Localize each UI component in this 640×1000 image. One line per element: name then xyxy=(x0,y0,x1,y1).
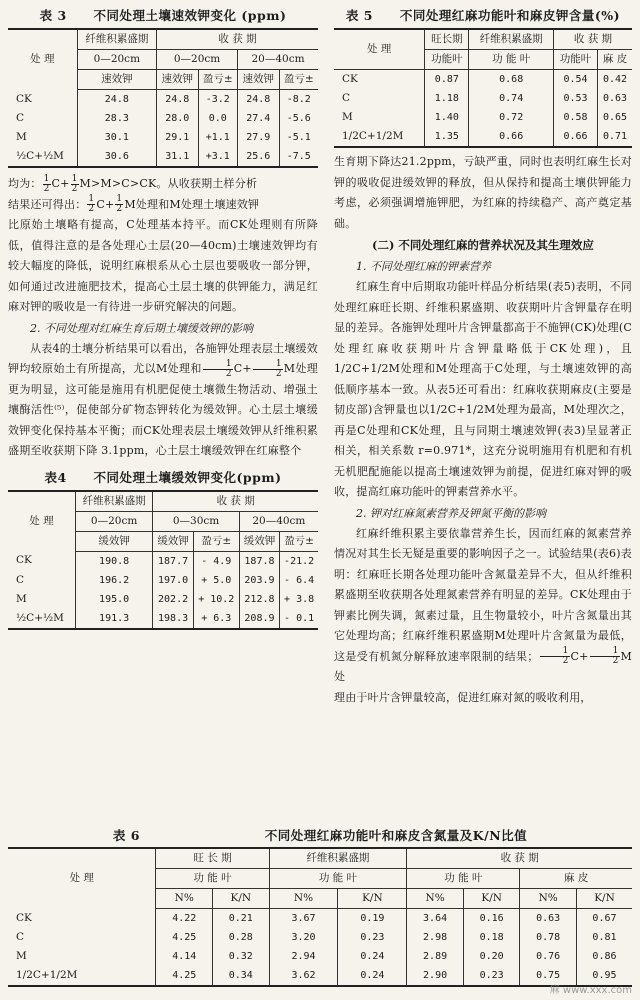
table6-h-col: N% xyxy=(269,889,338,909)
table-row xyxy=(8,928,632,947)
table-cell: 4.14 xyxy=(156,947,213,966)
table-cell: 202.2 xyxy=(153,590,193,609)
table-cell: 0.24 xyxy=(338,966,407,986)
table5-number: 表 5 xyxy=(345,8,373,23)
table-cell: 0.21 xyxy=(213,909,270,929)
table3-h-col: 盈亏± xyxy=(198,70,237,90)
table-row xyxy=(8,551,318,571)
table6-h-treat: 处 理 xyxy=(8,848,156,909)
table-cell: 196.2 xyxy=(75,571,152,590)
table-cell: +1.1 xyxy=(198,128,237,147)
table-cell: 24.8 xyxy=(238,90,280,110)
table-cell: -5.6 xyxy=(279,109,318,128)
table-cell: 203.9 xyxy=(239,571,279,590)
table-cell: 0.63 xyxy=(520,909,577,929)
table-cell: 0.53 xyxy=(553,89,597,108)
table-cell: 0.63 xyxy=(598,89,632,108)
table4-number: 表4 xyxy=(44,469,67,485)
table3-h-col: 速效钾 xyxy=(77,70,156,90)
row-treatment: C xyxy=(16,931,25,943)
left-column xyxy=(8,0,318,630)
row-treatment: ½C+½M xyxy=(8,609,75,629)
table-row xyxy=(8,590,318,609)
table-cell: 25.6 xyxy=(238,147,280,167)
table6-h-leaf3: 功 能 叶 xyxy=(407,869,520,889)
table6-block xyxy=(8,824,632,987)
table5-caption xyxy=(334,0,632,28)
row-treatment: M xyxy=(16,950,27,962)
table-cell: 0.65 xyxy=(598,108,632,127)
table-cell: -7.5 xyxy=(279,147,318,167)
table-cell: 0.23 xyxy=(338,928,407,947)
table-row xyxy=(8,947,632,966)
table-cell: 28.0 xyxy=(157,109,199,128)
table-cell: 3.20 xyxy=(269,928,338,947)
table6-h-leaf2: 功 能 叶 xyxy=(269,869,407,889)
table-row xyxy=(8,966,632,986)
table4-caption xyxy=(8,462,318,490)
table5-h-g1: 旺长期 xyxy=(425,29,469,50)
para-right-3: 红麻纤维积累主要依靠营养生长，因而红麻的氮素营养情况对其生长无疑是重要的影响因子之一。试验结果(表6)表明：红麻旺长期各处理功能叶含氮量差异不大，但从纤维积累盛期至收获期各处理氮素营养有明显的差异。CK处理由于钾素比例失调，氮素过量，且生物量较小，叶片含氮量出其它处理均高；红麻纤维积累盛期M处理叶片含氮量为最低，这是受有机氮分解释放速率限制的结果； $\frac{1}{2}$ C+ $\frac{1}{2}$ M处 xyxy=(334,526,632,683)
table4-h-treat: 处 理 xyxy=(8,491,75,552)
table6-number: 表 6 xyxy=(112,828,140,843)
row-treatment: CK xyxy=(16,92,32,105)
table-row xyxy=(334,127,632,147)
table-cell: +3.1 xyxy=(198,147,237,167)
table-cell: 0.16 xyxy=(463,909,520,929)
table6-h-g3: 收 获 期 xyxy=(407,848,632,869)
table-cell: 30.1 xyxy=(77,128,156,147)
table-cell: 0.32 xyxy=(213,947,270,966)
table-row xyxy=(334,108,632,127)
table-cell: 190.8 xyxy=(75,551,152,571)
table4-h-harvest: 收 获 期 xyxy=(153,491,318,512)
table-cell: 28.3 xyxy=(77,109,156,128)
table-cell: + 6.3 xyxy=(193,609,239,629)
table5-h-col: 功能叶 xyxy=(553,50,597,70)
row-treatment: C xyxy=(16,112,25,124)
table6-h-g2: 纤维积累盛期 xyxy=(269,848,407,869)
table5-title: 不同处理红麻功能叶和麻皮钾含量(%) xyxy=(399,8,621,23)
table-cell: 30.6 xyxy=(77,147,156,167)
table-cell: 187.8 xyxy=(239,551,279,571)
table4-title: 不同处理土壤缓效钾变化(ppm) xyxy=(93,469,282,485)
table6-h-col: K/N xyxy=(576,889,632,909)
table-cell: 0.24 xyxy=(338,947,407,966)
table-cell: 0.66 xyxy=(553,127,597,147)
table3-title: 不同处理土壤速效钾变化 (ppm) xyxy=(93,8,287,23)
table-row xyxy=(8,90,318,110)
table-cell: 3.64 xyxy=(407,909,464,929)
subheading-r1: 1. 不同处理红麻的钾素营养 xyxy=(356,260,491,273)
table-cell: + 10.2 xyxy=(193,590,239,609)
table6-h-col: K/N xyxy=(213,889,270,909)
table-cell: 31.1 xyxy=(157,147,199,167)
table-cell: 0.86 xyxy=(576,947,632,966)
table3-h-fiber: 纤维积累盛期 xyxy=(77,29,156,50)
table4-h-col: 缓效钾 xyxy=(153,531,193,551)
row-treatment: CK xyxy=(342,73,358,85)
row-treatment: 1/2C+1/2M xyxy=(334,127,425,147)
table-cell: 27.4 xyxy=(238,109,280,128)
table4-h-col: 盈亏± xyxy=(280,531,318,551)
table-cell: 2.90 xyxy=(407,966,464,986)
table4-h-fiber: 纤维积累盛期 xyxy=(75,491,152,512)
row-treatment: C xyxy=(342,92,351,104)
para-right-1: 生育期下降达21.2ppm，亏缺严重，同时也表明红麻生长对钾的吸收促进缓效钾的释放，但从保持和提高土壤供钾能力考虑，必须强调增施钾肥，为红麻的持续稳产、高产奠定基础。 xyxy=(334,155,632,230)
table4 xyxy=(8,490,318,630)
table3-h-depth-b: 0—20cm xyxy=(157,50,238,70)
table-cell: - 0.1 xyxy=(280,609,318,629)
watermark: 麻 www.xxx.com xyxy=(549,985,632,996)
table-cell: 0.76 xyxy=(520,947,577,966)
table6-title: 不同处理红麻功能叶和麻皮含氮量及K/N比值 xyxy=(264,828,528,843)
row-treatment: M xyxy=(342,111,353,123)
table4-h-col: 缓效钾 xyxy=(239,531,279,551)
table5-h-g3: 收 获 期 xyxy=(553,29,632,50)
table6-h-col: N% xyxy=(407,889,464,909)
table-cell: 191.3 xyxy=(75,609,152,629)
table-cell: 198.3 xyxy=(153,609,193,629)
table-cell: 195.0 xyxy=(75,590,152,609)
table-cell: 0.78 xyxy=(520,928,577,947)
table-cell: 0.28 xyxy=(213,928,270,947)
table-row xyxy=(8,128,318,147)
table-cell: 0.66 xyxy=(469,127,554,147)
table-row xyxy=(334,70,632,90)
table3-h-col: 速效钾 xyxy=(157,70,199,90)
table6-h-col: N% xyxy=(156,889,213,909)
table-cell: 0.72 xyxy=(469,108,554,127)
table-cell: -21.2 xyxy=(280,551,318,571)
table4-h-depth-a: 0—20cm xyxy=(75,511,152,531)
table-cell: 1.40 xyxy=(425,108,469,127)
section-heading-2: (二) 不同处理红麻的营养状况及其生理效应 xyxy=(372,238,594,252)
table-cell: -3.2 xyxy=(198,90,237,110)
table-cell: + 5.0 xyxy=(193,571,239,590)
table-row xyxy=(8,909,632,929)
table-cell: 197.0 xyxy=(153,571,193,590)
table6-h-leaf1: 功 能 叶 xyxy=(156,869,269,889)
table3-h-col: 盈亏± xyxy=(279,70,318,90)
table6-h-col: N% xyxy=(520,889,577,909)
table5-h-col: 功 能 叶 xyxy=(469,50,554,70)
table-cell: 187.7 xyxy=(153,551,193,571)
table-cell: 0.75 xyxy=(520,966,577,986)
table-cell: 0.87 xyxy=(425,70,469,90)
para-intro: 均为： $\frac{1}{2}$ C+ $\frac{1}{2}$ M>M>C>CK。从收获期土样分析 xyxy=(8,173,258,194)
table6-h-g1: 旺 长 期 xyxy=(156,848,269,869)
table-cell: 1.18 xyxy=(425,89,469,108)
row-treatment: CK xyxy=(16,911,32,924)
para-soil: 比原始土壤略有提高，C处理基本持平。而CK处理则有所降低，值得注意的是各处理心土层(20—40cm)土壤速效钾均有较大幅度的降低，说明红麻根系从心土层也要吸收一部分钾，如何通过改进施肥技术，提高心土层土壤的供钾能力，满足红麻对钾的吸收是一有待进一步研究解决的问题。 xyxy=(8,218,318,313)
table-cell: 27.9 xyxy=(238,128,280,147)
subheading-r2: 2. 钾对红麻氮素营养及钾氮平衡的影响 xyxy=(356,506,546,520)
table-cell: 4.25 xyxy=(156,928,213,947)
table-cell: 0.0 xyxy=(198,109,237,128)
table5-h-col: 麻 皮 xyxy=(598,50,632,70)
table3-number: 表 3 xyxy=(39,8,67,23)
table-cell: 0.58 xyxy=(553,108,597,127)
table-cell: 212.8 xyxy=(239,590,279,609)
table6-h-col: K/N xyxy=(463,889,520,909)
table-cell: 4.22 xyxy=(156,909,213,929)
table-cell: 29.1 xyxy=(157,128,199,147)
para-right-4: 理由于叶片含钾量较高，促进红麻对氮的吸收利用， xyxy=(334,690,592,704)
table-cell: 3.62 xyxy=(269,966,338,986)
table-cell: 0.18 xyxy=(463,928,520,947)
row-treatment: CK xyxy=(16,554,32,567)
para-table4: 从表4的土壤分析结果可以看出，各施钾处理表层土壤缓效钾均较原始土有所提高，尤以M处理和 $\frac{1}{2}$ C+ $\frac{1}{2}$ M处理更为明显，这可能是施用有机肥促使土壤微生物活动、增强土壤酶活性⁽⁵⁾，促使部分矿物态钾转化为缓效钾。心土层土壤缓效钾变化保持基本平衡；而CK处理表层土壤缓效钾从纤维积累盛期至收获期下降 3.1ppm，心土层土壤缓效钾在红麻整个 xyxy=(8,341,318,457)
table-row xyxy=(334,89,632,108)
table-cell: 208.9 xyxy=(239,609,279,629)
table-cell: - 4.9 xyxy=(193,551,239,571)
table6-h-col: K/N xyxy=(338,889,407,909)
row-treatment: ½C+½M xyxy=(8,147,77,167)
table-cell: 0.42 xyxy=(598,70,632,90)
table-row xyxy=(8,109,318,128)
table-cell: 2.98 xyxy=(407,928,464,947)
table-cell: 2.89 xyxy=(407,947,464,966)
table-cell: 2.94 xyxy=(269,947,338,966)
table6-h-bark: 麻 皮 xyxy=(520,869,632,889)
row-treatment: C xyxy=(16,573,25,586)
table-cell: 4.25 xyxy=(156,966,213,986)
table-cell: -5.1 xyxy=(279,128,318,147)
table6-caption xyxy=(8,824,632,847)
table-cell: 0.19 xyxy=(338,909,407,929)
table-cell: - 6.4 xyxy=(280,571,318,590)
table3-h-col: 速效钾 xyxy=(238,70,280,90)
table6 xyxy=(8,847,632,987)
table-row xyxy=(8,609,318,629)
table5-h-g2: 纤维积累盛期 xyxy=(469,29,554,50)
table-cell: 0.54 xyxy=(553,70,597,90)
table3-h-depth-c: 20—40cm xyxy=(238,50,318,70)
table3-h-harvest: 收 获 期 xyxy=(157,29,318,50)
table-cell: 0.68 xyxy=(469,70,554,90)
table3 xyxy=(8,28,318,168)
table4-h-depth-b: 0—30cm xyxy=(153,511,239,531)
table-cell: 0.67 xyxy=(576,909,632,929)
table-cell: 0.23 xyxy=(463,966,520,986)
table-cell: 24.8 xyxy=(157,90,199,110)
table3-h-depth-a: 0—20cm xyxy=(77,50,156,70)
table-cell: 0.81 xyxy=(576,928,632,947)
table5-h-treat: 处 理 xyxy=(334,29,425,70)
table-cell: 0.95 xyxy=(576,966,632,986)
right-column xyxy=(334,0,632,708)
table5 xyxy=(334,28,632,148)
para-result: 结果还可得出： $\frac{1}{2}$ C+ $\frac{1}{2}$ M处理和M处理土壤速效钾 xyxy=(8,194,260,214)
row-treatment: M xyxy=(16,131,27,143)
table-cell: 3.67 xyxy=(269,909,338,929)
table4-h-col: 盈亏± xyxy=(193,531,239,551)
table3-h-treat: 处 理 xyxy=(8,29,77,90)
table-row xyxy=(8,571,318,590)
table-cell: 0.74 xyxy=(469,89,554,108)
row-treatment: 1/2C+1/2M xyxy=(8,966,156,986)
table4-h-col: 缓效钾 xyxy=(75,531,152,551)
table-cell: -8.2 xyxy=(279,90,318,110)
table-cell: 0.71 xyxy=(598,127,632,147)
table3-caption xyxy=(8,0,318,28)
table4-h-depth-c: 20—40cm xyxy=(239,511,318,531)
row-treatment: M xyxy=(16,592,27,605)
table-cell: 0.20 xyxy=(463,947,520,966)
table-cell: 24.8 xyxy=(77,90,156,110)
table5-h-col: 功能叶 xyxy=(425,50,469,70)
table-cell: 1.35 xyxy=(425,127,469,147)
table-cell: + 3.8 xyxy=(280,590,318,609)
subheading-2: 2. 不同处理对红麻生育后期土壤缓效钾的影响 xyxy=(30,321,253,335)
para-right-2: 红麻生育中后期取功能叶样品分析结果(表5)表明，不同处理红麻旺长期、纤维积累盛期、收获期叶片含钾量存在明显的差异。各施钾处理叶片含钾量都高于不施钾(CK)处理(C处理红麻收获期叶片含钾量略低于CK处理)，且1/2C+1/2M处理和M处理高于C处理，与土壤速效钾的高低顺序基本一致。从表5还可看出：红麻收获期麻皮(主要是韧皮部)含钾量也以1/2C+1/2M处理为最高，M处理次之，再是C处理和CK处理，且与同期土壤速效钾(表3)呈显著正相关，相关系数 r=0.971*，这充分说明施用有机肥和有机无机肥配施能以提高土壤速效钾为前提，促进红麻对钾的吸收，提高红麻功能叶的钾素营养水平。 xyxy=(334,280,632,498)
table-row xyxy=(8,147,318,167)
table-cell: 0.34 xyxy=(213,966,270,986)
